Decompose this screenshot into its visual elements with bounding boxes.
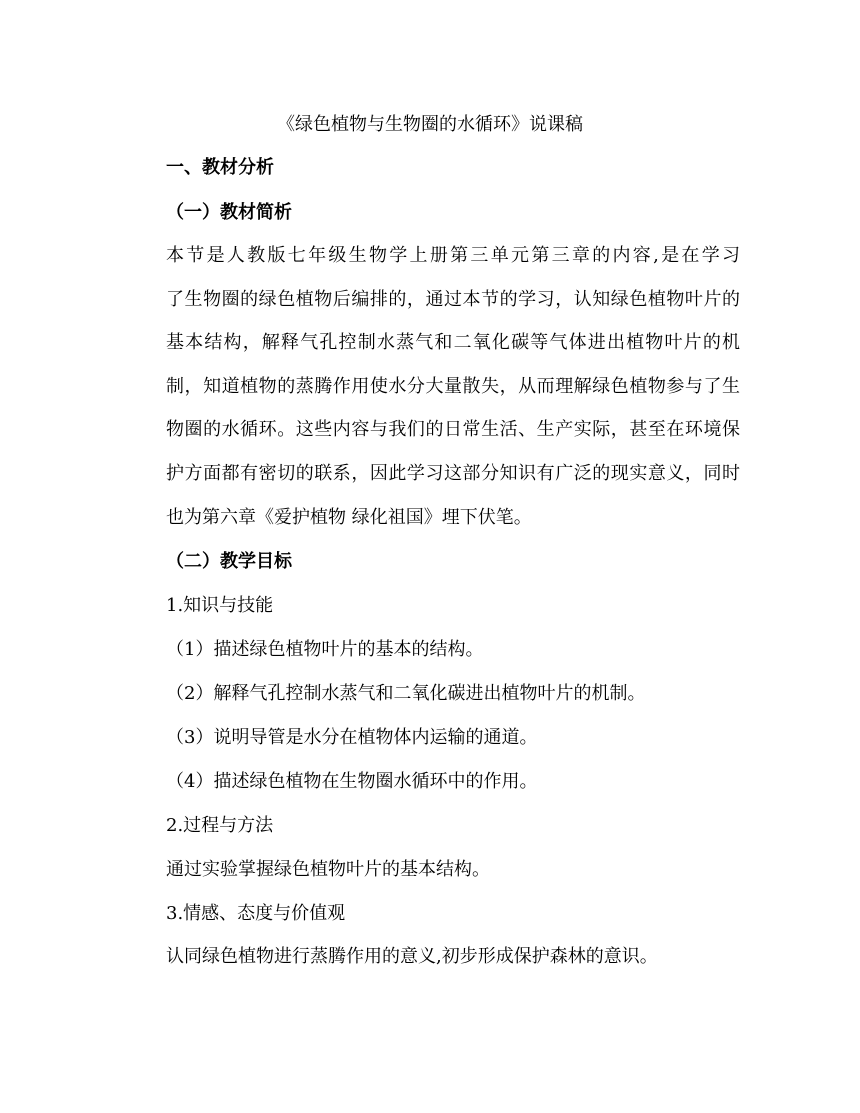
- intro-paragraph-line: 了生物圈的绿色植物后编排的，通过本节的学习，认知绿色植物叶片的: [166, 289, 740, 310]
- intro-paragraph-line: 物圈的水循环。这些内容与我们的日常生活、生产实际，甚至在环境保: [166, 419, 740, 440]
- goal-heading-emotion-values: 3.情感、态度与价值观: [166, 903, 346, 924]
- goal-heading-process-methods: 2.过程与方法: [166, 815, 274, 836]
- section-heading-textbook-analysis: 一、教材分析: [166, 157, 274, 178]
- goal-list-item: （4）描述绿色植物在生物圈水循环中的作用。: [166, 771, 538, 792]
- goal-list-item: （1）描述绿色植物叶片的基本的结构。: [166, 639, 484, 660]
- goal-text-emotion-values: 认同绿色植物进行蒸腾作用的意义,初步形成保护森林的意识。: [166, 946, 658, 967]
- intro-paragraph-line: 护方面都有密切的联系，因此学习这部分知识有广泛的现实意义，同时: [166, 463, 740, 484]
- goal-heading-knowledge-skills: 1.知识与技能: [166, 595, 274, 616]
- intro-paragraph-line: 基本结构，解释气孔控制水蒸气和二氧化碳等气体进出植物叶片的机: [166, 332, 740, 353]
- intro-paragraph-line: 制，知道植物的蒸腾作用使水分大量散失，从而理解绿色植物参与了生: [166, 376, 740, 397]
- subsection-heading-teaching-goals: （二）教学目标: [166, 551, 292, 572]
- goal-text-process-methods: 通过实验掌握绿色植物叶片的基本结构。: [166, 859, 490, 880]
- intro-paragraph-line: 本节是人教版七年级生物学上册第三单元第三章的内容,是在学习: [166, 245, 740, 266]
- goal-list-item: （2）解释气孔控制水蒸气和二氧化碳进出植物叶片的机制。: [166, 683, 646, 704]
- document-title: 《绿色植物与生物圈的水循环》说课稿: [277, 114, 583, 135]
- subsection-heading-textbook-brief: （一）教材简析: [166, 202, 292, 223]
- goal-list-item: （3）说明导管是水分在植物体内运输的通道。: [166, 727, 538, 748]
- intro-paragraph-line: 也为第六章《爱护植物 绿化祖国》埋下伏笔。: [166, 507, 532, 528]
